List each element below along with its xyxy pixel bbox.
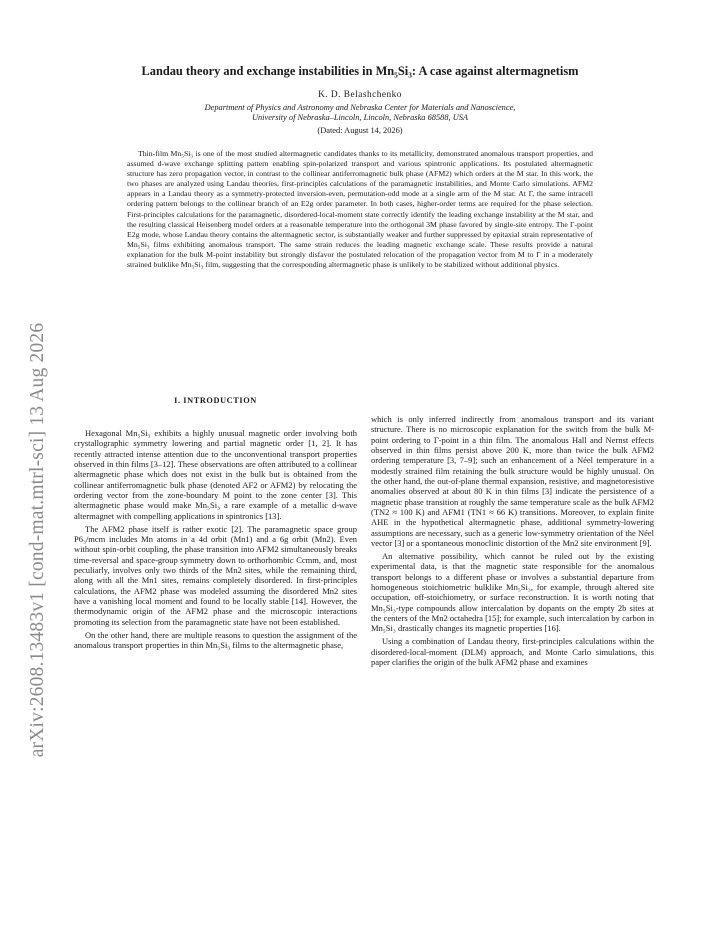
affiliation-line: Department of Physics and Astronomy and Nebraska Center for Materials and Nanoscience, <box>204 103 516 112</box>
body-paragraph: An alternative possibility, which cannot be ruled out by the existing experimental data, is that the magnetic state responsible for the anomalous transport belongs to a different phase or involves a substantial departure from homogeneous stoichiometric bulklike Mn₅Si₃, for example, through altered site occupation, off-stoichiometry, or surface reconstruction. It is worth noting that Mn₅Si₃-type compounds allow intercalation by dopants on the empty 2b sites at the centers of the Mn2 octahedra [15]; for example, such intercalation by carbon in Mn₅Si₃ drastically changes its magnetic properties [16]. <box>371 550 654 634</box>
section-heading: I. INTRODUCTION <box>174 396 257 405</box>
body-paragraph: The AFM2 phase itself is rather exotic [2]. The paramagnetic space group P6₃/mcm includes Mn atoms in a 4d orbit (Mn1) and a 6g orbit (Mn2). Even without spin-orbit coupling, the phase transition into AFM2 simultaneously breaks time-reversal and space-group symmetry down to orthorhombic Ccmm, and, most peculiarly, involves only two thirds of the Mn2 sites, while the remaining third, along with all the Mn1 sites, remains completely disordered. In first-principles calculations, the AFM2 phase was modeled assuming the disordered Mn2 sites have a vanishing local moment and found to be locally stable [14]. However, the thermodynamic origin of the AFM2 phase and the microscopic interactions promoting its selection from the paramagnetic state have not been established. <box>74 523 357 627</box>
author-affiliation <box>110 103 610 124</box>
left-column <box>74 428 357 650</box>
abstract-paragraph: Thin-film Mn₅Si₃ is one of the most studied altermagnetic candidates thanks to its metallicity, demonstrated anomalous transport properties, and assumed d-wave exchange splitting pattern enabling spin-polarized transport and various spintronic applications. Its postulated altermagnetic structure has zero propagation vector, in contrast to the collinear antiferromagnetic bulk phase (AFM2) which orders at the M star. In this work, the two phases are analyzed using Landau theories, first-principles calculations of the paramagnetic instabilities, and Monte Carlo simulations. AFM2 appears in a Landau theory as a symmetry-protected inversion-even, permutation-odd mode at a single arm of the M star. At Γ, the same intracell ordering pattern belongs to the collinear branch of an E2g order parameter. In both cases, higher-order terms are required for the phase selection. First-principles calculations for the paramagnetic, disordered-local-moment state correctly identify the leading exchange instability at the M star, and the resulting classical Heisenberg model orders at a reasonable temperature into the orthogonal 3M phase favored by single-site entropy. The Γ-point E2g mode, whose Landau theory contains the altermagnetic sector, is substantially weaker and further suppressed by epitaxial strain representative of Mn₅Si₃ films exhibiting anomalous transport. The same strain reduces the leading magnetic exchange scale. These results provide a natural explanation for the bulk M-point instability but strongly disfavor the postulated relocation of the propagation vector from M to Γ in a moderately strained bulklike Mn₅Si₃ film, suggesting that the corresponding altermagnetic phase is unlikely to be stabilized without additional physics. <box>127 149 593 270</box>
paper-date: (Dated: August 14, 2026) <box>317 126 403 135</box>
body-paragraph: which is only inferred indirectly from anomalous transport and its variant structure. There is no microscopic explanation for the switch from the bulk M-point ordering to Γ-point in a thin film. The anomalous Hall and Nernst effects observed in thin films persist above 200 K, more than twice the bulk AFM2 ordering temperature [3, 7–9]; such an enhancement of a Néel temperature in a modestly strained film retaining the bulk structure would be highly unusual. On the other hand, the out-of-plane thermal expansion, resistive, and magnetoresistive anomalies observed at about 80 K in thin films [3] indicate the persistence of a magnetic phase transition at roughly the same temperature scale as the bulk AFM2 (TN2 ≈ 100 K) and AFM1 (TN1 ≈ 66 K) transitions. Moreover, to explain finite AHE in the hypothetical altermagnetic phase, additional symmetry-lowering assumptions are necessary, such as a generic low-symmetry orientation of the Néel vector [3] or a spontaneous monoclinic distortion of the Mn2 site environment [9]. <box>371 414 654 549</box>
author-name: K. D. Belashchenko <box>318 90 402 100</box>
arxiv-identifier: arXiv:2608.13483v1 [cond-mat.mtrl-sci] 13 Aug 2026 <box>27 322 48 758</box>
arxiv-sidebar-stamp <box>18 322 58 758</box>
body-paragraph: On the other hand, there are multiple reasons to question the assignment of the anomalous transport properties in thin Mn₅Si₃ films to the altermagnetic phase, <box>74 629 357 650</box>
affiliation-line: University of Nebraska–Lincoln, Lincoln, Nebraska 68588, USA <box>251 113 469 123</box>
body-paragraph: Hexagonal Mn₅Si₃ exhibits a highly unusual magnetic order involving both crystallographic symmetry lowering and partial magnetic order [1, 2]. It has recently attracted intense attention due to the unconventional transport properties observed in thin films [3–12]. These observations are often attributed to a collinear altermagnetic phase which does not exist in the bulk but is obtained from the collinear antiferromagnetic bulk phase (denoted AF2 or AFM2) by relocating the ordering vector from the zone-boundary M point to the zone center [3]. This altermagnetic phase would make Mn₅Si₃ a rare example of a metallic d-wave altermagnet with compelling applications in spintronics [13]. <box>74 428 357 521</box>
abstract <box>127 149 593 270</box>
body-paragraph: Using a combination of Landau theory, first-principles calculations within the disordered-local-moment (DLM) approach, and Monte Carlo simulations, this paper clarifies the origin of the bulk AFM2 phase and examines <box>371 636 654 667</box>
paper-title: Landau theory and exchange instabilities in Mn₅Si₃: A case against altermagnetism <box>141 64 579 78</box>
right-column <box>371 414 654 667</box>
